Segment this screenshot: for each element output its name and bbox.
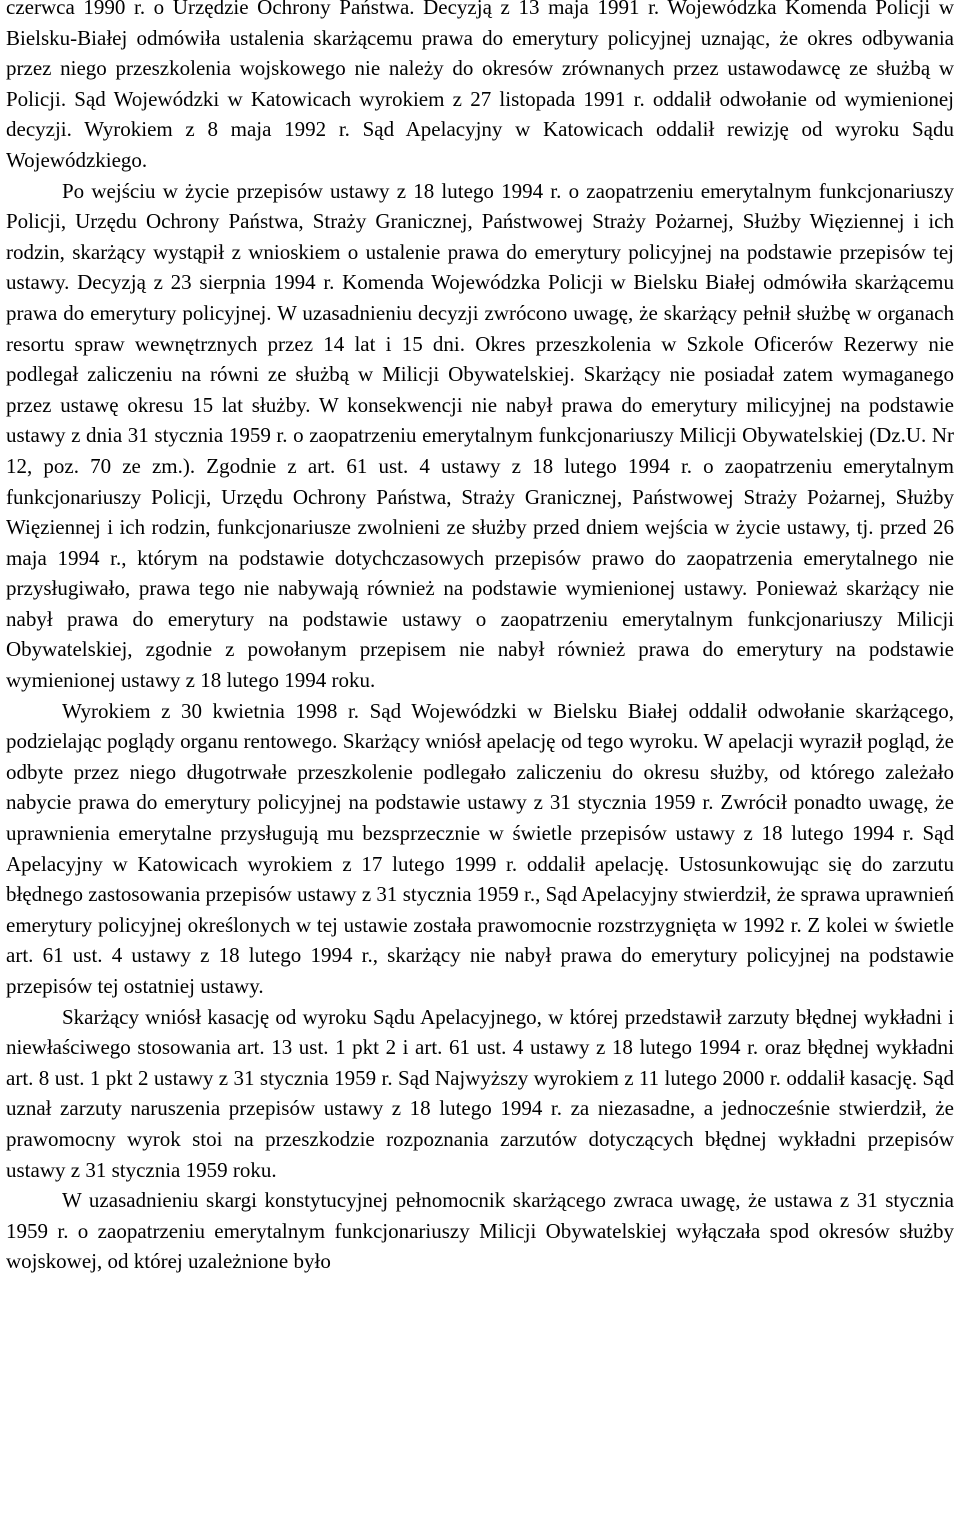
paragraph-2: Po wejściu w życie przepisów ustawy z 18 lutego 1994 r. o zaopatrzeniu emerytalnym funkcjonariuszy Policji, Urzędu Ochrony Państwa, Straży Granicznej, Państwowej Straży Pożarnej, Służby Więziennej i ich rodzin, skarżący wystąpił z wnioskiem o ustalenie prawa do emerytury policyjnej na podstawie przepisów tej ustawy. Decyzją z 23 sierpnia 1994 r. Komenda Wojewódzka Policji w Bielsku Białej odmówiła skarżącemu prawa do emerytury policyjnej. W uzasadnieniu decyzji zwrócono uwagę, że skarżący pełnił służbę w organach resortu spraw wewnętrznych przez 14 lat i 15 dni. Okres przeszkolenia w Szkole Oficerów Rezerwy nie podlegał zaliczeniu na równi ze służbą w Milicji Obywatelskiej. Skarżący nie posiadał zatem wymaganego przez ustawę okresu 15 lat służby. W konsekwencji nie nabył prawa do emerytury milicyjnej na podstawie ustawy z dnia 31 stycznia 1959 r. o zaopatrzeniu emerytalnym funkcjonariuszy Milicji Obywatelskiej (Dz.U. Nr 12, poz. 70 ze zm.). Zgodnie z art. 61 ust. 4 ustawy z 18 lutego 1994 r. o zaopatrzeniu emerytalnym funkcjonariuszy Policji, Urzędu Ochrony Państwa, Straży Granicznej, Państwowej Straży Pożarnej, Służby Więziennej i ich rodzin, funkcjonariusze zwolnieni ze służby przed dniem wejścia w życie ustawy, tj. przed 26 maja 1994 r., którym na podstawie dotychczasowych przepisów prawo do zaopatrzenia emerytalnego nie przysługiwało, prawa tego nie nabywają również na podstawie wymienionej ustawy. Ponieważ skarżący nie nabył prawa do emerytury na podstawie ustawy o zaopatrzeniu emerytalnym funkcjonariuszy Milicji Obywatelskiej, zgodnie z powołanym przepisem nie nabył również prawa do emerytury na podstawie wymienionej ustawy z 18 lutego 1994 roku. — [6, 178, 954, 693]
paragraph-5: W uzasadnieniu skargi konstytucyjnej pełnomocnik skarżącego zwraca uwagę, że ustawa z 31 stycznia 1959 r. o zaopatrzeniu emerytalnym funkcjonariuszy Milicji Obywatelskiej wyłączała spod okresów służby wojskowej, od której uzależnione było — [6, 1188, 954, 1274]
paragraph-1: czerwca 1990 r. o Urzędzie Ochrony Państwa. Decyzją z 13 maja 1991 r. Wojewódzka Komenda Policji w Bielsku-Białej odmówiła ustalenia skarżącemu prawa do emerytury policyjnej uznając, że okres odbywania przez niego przeszkolenia wojskowego nie należy do okresów zrównanych przez ustawodawcę ze służbą w Policji. Sąd Wojewódzki w Katowicach wyrokiem z 27 listopada 1991 r. oddalił odwołanie od wymienionej decyzji. Wyrokiem z 8 maja 1992 r. Sąd Apelacyjny w Katowicach oddalił rewizję od wyroku Sądu Wojewódzkiego. — [6, 0, 954, 172]
paragraph-4: Skarżący wniósł kasację od wyroku Sądu Apelacyjnego, w której przedstawił zarzuty błędnej wykładni i niewłaściwego stosowania art. 13 ust. 1 pkt 2 i art. 61 ust. 4 ustawy z 18 lutego 1994 r. oraz błędnej wykładni art. 8 ust. 1 pkt 2 ustawy z 31 stycznia 1959 r. Sąd Najwyższy wyrokiem z 11 lutego 2000 r. oddalił kasację. Sąd uznał zarzuty naruszenia przepisów ustawy z 18 lutego 1994 r. za niezasadne, a jednocześnie stwierdził, że prawomocny wyrok stoi na przeszkodzie rozpoznania zarzutów dotyczących błędnej wykładni przepisów ustawy z 31 stycznia 1959 roku. — [6, 1004, 954, 1182]
paragraph-3: Wyrokiem z 30 kwietnia 1998 r. Sąd Wojewódzki w Bielsku Białej oddalił odwołanie skarżącego, podzielając poglądy organu rentowego. Skarżący wniósł apelację od tego wyroku. W apelacji wyraził pogląd, że odbyte przez niego długotrwałe przeszkolenie podlegało zaliczeniu do okresu służby, od którego zależało nabycie prawa do emerytury policyjnej na podstawie ustawy z 31 stycznia 1959 r. Zwrócił ponadto uwagę, że uprawnienia emerytalne przysługują mu bezsprzecznie w świetle przepisów ustawy z 18 lutego 1994 r. Sąd Apelacyjny w Katowicach wyrokiem z 17 lutego 1999 r. oddalił apelację. Ustosunkowując się do zarzutu błędnego zastosowania przepisów ustawy z 31 stycznia 1959 r., Sąd Apelacyjny stwierdził, że sprawa uprawnień emerytury policyjnej określonych w tej ustawie została prawomocnie rozstrzygnięta w 1992 r. Z kolei w świetle art. 61 ust. 4 ustawy z 18 lutego 1994 r., skarżący nie nabył prawa do emerytury policyjnej na podstawie przepisów tej ostatniej ustawy. — [6, 698, 954, 998]
